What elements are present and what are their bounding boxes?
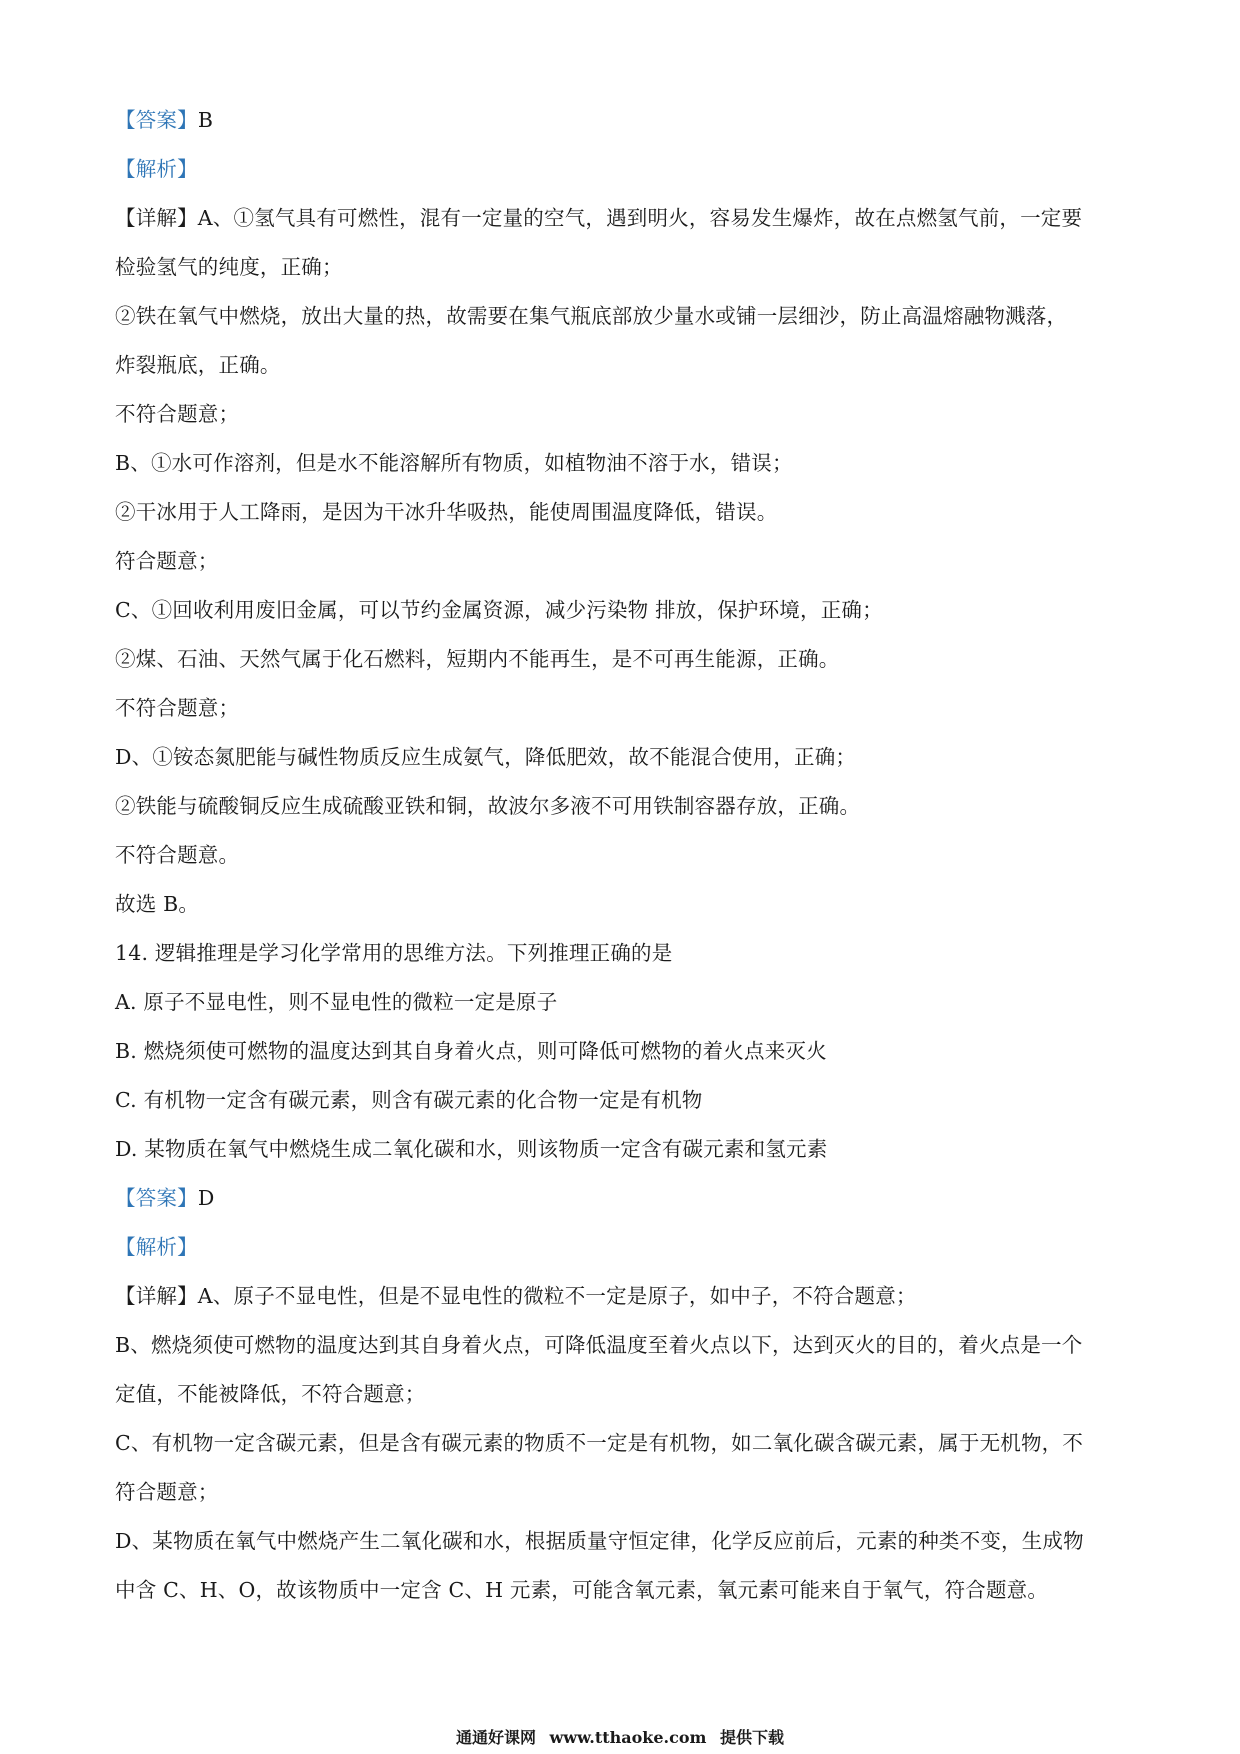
explanation-line: D、某物质在氧气中燃烧产生二氧化碳和水，根据质量守恒定律，化学反应前后，元素的种类不变，生成物 bbox=[115, 1529, 1084, 1553]
answer-value: D bbox=[197, 1186, 215, 1210]
document-body bbox=[115, 96, 1135, 1615]
answer-value: B bbox=[197, 108, 214, 132]
explanation-line: B、①水可作溶剂，但是水不能溶解所有物质，如植物油不溶于水，错误； bbox=[115, 451, 793, 475]
q13-answer bbox=[115, 96, 1135, 145]
explanation-line: D、①铵态氮肥能与碱性物质反应生成氨气，降低肥效，故不能混合使用，正确； bbox=[115, 745, 857, 769]
explanation-line: ②铁能与硫酸铜反应生成硫酸亚铁和铜，故波尔多液不可用铁制容器存放，正确。 bbox=[115, 794, 861, 818]
q13-analysis-heading bbox=[115, 145, 1135, 194]
explanation-line: 不符合题意。 bbox=[115, 843, 240, 867]
question-option-d: D. 某物质在氧气中燃烧生成二氧化碳和水，则该物质一定含有碳元素和氢元素 bbox=[115, 1137, 828, 1161]
explanation-line: 【详解】A、①氢气具有可燃性，混有一定量的空气，遇到明火，容易发生爆炸，故在点燃氢气前，一定要 bbox=[115, 206, 1083, 230]
explanation-line: 【详解】A、原子不显电性，但是不显电性的微粒不一定是原子，如中子，不符合题意； bbox=[115, 1284, 917, 1308]
explanation-line: 不符合题意； bbox=[115, 402, 240, 426]
page-footer bbox=[0, 1728, 1240, 1748]
footer-url[interactable]: www.tthaoke.com bbox=[549, 1728, 707, 1747]
analysis-tag: 【解析】 bbox=[115, 157, 198, 181]
question-option-b: B. 燃烧须使可燃物的温度达到其自身着火点，则可降低可燃物的着火点来灭火 bbox=[115, 1039, 827, 1063]
explanation-line: ②干冰用于人工降雨，是因为干冰升华吸热，能使周围温度降低，错误。 bbox=[115, 500, 778, 524]
explanation-line: B、燃烧须使可燃物的温度达到其自身着火点，可降低温度至着火点以下，达到灭火的目的，着火点是一个 bbox=[115, 1333, 1083, 1357]
q14-analysis-heading bbox=[115, 1223, 1135, 1272]
explanation-line: ②煤、石油、天然气属于化石燃料，短期内不能再生，是不可再生能源，正确。 bbox=[115, 647, 840, 671]
explanation-line: 符合题意； bbox=[115, 1480, 219, 1504]
explanation-line: C、①回收利用废旧金属，可以节约金属资源，减少污染物 排放，保护环境，正确； bbox=[115, 598, 883, 622]
footer-site-name: 通通好课网 bbox=[455, 1728, 536, 1747]
explanation-line: 符合题意； bbox=[115, 549, 219, 573]
q14-answer bbox=[115, 1174, 1135, 1223]
question-option-a: A. 原子不显电性，则不显电性的微粒一定是原子 bbox=[115, 990, 558, 1014]
question-option-c: C. 有机物一定含有碳元素，则含有碳元素的化合物一定是有机物 bbox=[115, 1088, 703, 1112]
analysis-tag: 【解析】 bbox=[115, 1235, 198, 1259]
explanation-line: 定值，不能被降低，不符合题意； bbox=[115, 1382, 426, 1406]
explanation-line: 故选 B。 bbox=[115, 892, 200, 916]
explanation-line: 检验氢气的纯度，正确； bbox=[115, 255, 343, 279]
question-stem: 14. 逻辑推理是学习化学常用的思维方法。下列推理正确的是 bbox=[115, 941, 673, 965]
footer-note: 提供下载 bbox=[720, 1728, 785, 1747]
explanation-line: C、有机物一定含碳元素，但是含有碳元素的物质不一定是有机物，如二氧化碳含碳元素，属于无机物，不 bbox=[115, 1431, 1084, 1455]
explanation-line: 不符合题意； bbox=[115, 696, 240, 720]
explanation-line: ②铁在氧气中燃烧，放出大量的热，故需要在集气瓶底部放少量水或铺一层细沙，防止高温熔融物溅落， bbox=[115, 304, 1068, 328]
explanation-line: 炸裂瓶底，正确。 bbox=[115, 353, 281, 377]
explanation-line: 中含 C、H、O，故该物质中一定含 C、H 元素，可能含氧元素，氧元素可能来自于氧气，符合题意。 bbox=[115, 1578, 1049, 1602]
answer-tag: 【答案】 bbox=[115, 1186, 198, 1210]
answer-tag: 【答案】 bbox=[115, 108, 198, 132]
